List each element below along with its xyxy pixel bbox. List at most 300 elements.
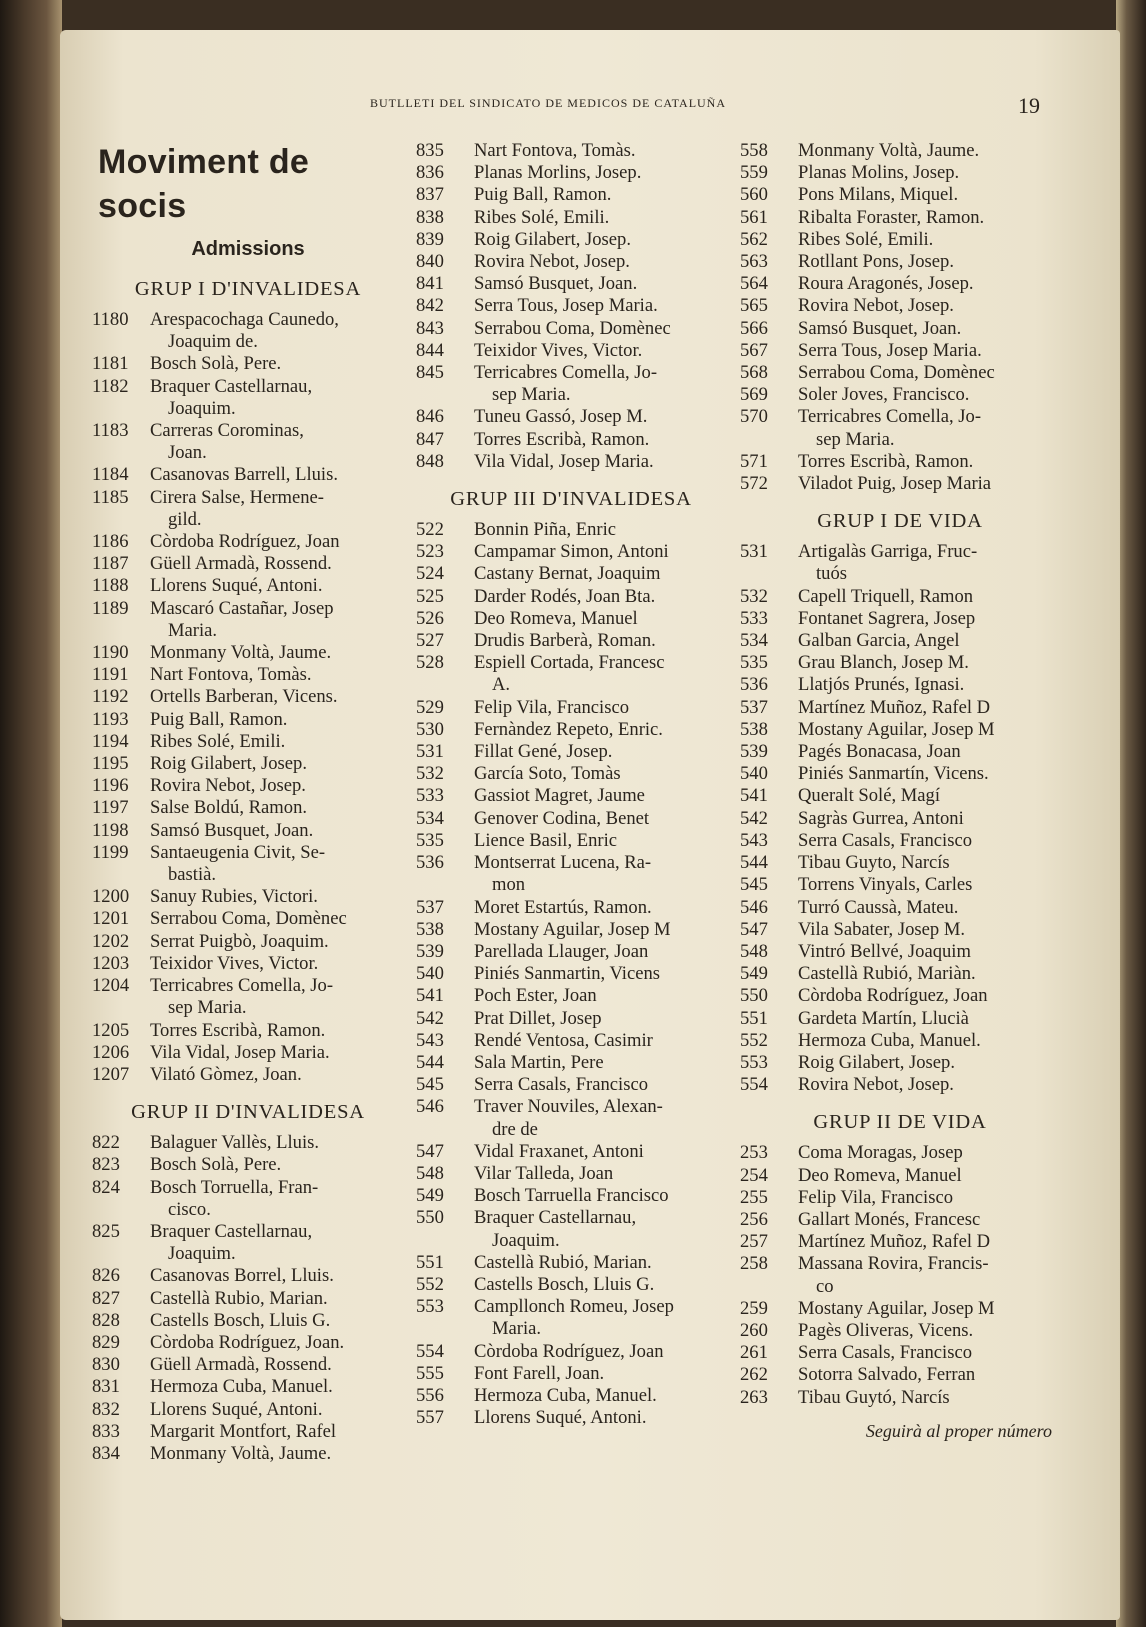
- member-number: 258: [740, 1253, 768, 1275]
- member-entry: [416, 162, 726, 184]
- member-number: 837: [416, 184, 444, 206]
- member-number: 572: [740, 473, 768, 495]
- member-entry: [740, 318, 1060, 340]
- member-name-line: Bosch Solà, Pere.: [150, 1154, 282, 1176]
- member-number: 545: [740, 874, 768, 896]
- member-name-line: Piniés Sanmartín, Vicens.: [798, 763, 989, 785]
- member-entry: [416, 897, 726, 919]
- member-entry: [416, 541, 726, 563]
- member-entry: [92, 376, 404, 420]
- member-number: 571: [740, 450, 768, 472]
- member-name: [150, 642, 404, 664]
- member-number: 552: [416, 1273, 444, 1295]
- member-name: [474, 719, 726, 741]
- member-number: 549: [740, 963, 768, 985]
- member-number: 524: [416, 563, 444, 585]
- member-number: 540: [416, 963, 444, 985]
- member-name-line: Rendé Ventosa, Casimir: [474, 1029, 653, 1051]
- member-name-continuation: Maria.: [492, 1318, 542, 1340]
- member-name: [798, 318, 1060, 340]
- member-entry: [416, 251, 726, 273]
- member-entry: [416, 563, 726, 585]
- member-number: 1189: [92, 597, 129, 619]
- member-name-line: Güell Armadà, Rossend.: [150, 553, 332, 575]
- member-number: 553: [740, 1051, 768, 1073]
- member-name: [474, 1185, 726, 1207]
- member-name: [150, 820, 404, 842]
- member-entry: [92, 686, 404, 708]
- member-number: 833: [92, 1420, 120, 1442]
- member-name: [150, 420, 404, 464]
- member-name: [150, 1354, 404, 1376]
- member-number: 528: [416, 652, 444, 674]
- member-entry: [416, 295, 726, 317]
- member-number: 533: [740, 607, 768, 629]
- member-number: 536: [740, 674, 768, 696]
- member-name-line: Llorens Suqué, Antoni.: [150, 1398, 323, 1420]
- member-number: 535: [416, 829, 444, 851]
- member-entry: [740, 451, 1060, 473]
- member-name-line: Hermoza Cuba, Manuel.: [150, 1376, 333, 1398]
- member-name-line: Tuneu Gassó, Josep M.: [474, 406, 648, 428]
- member-number: 531: [740, 541, 768, 563]
- member-entry: [740, 697, 1060, 719]
- member-number: 561: [740, 206, 768, 228]
- member-name: [798, 919, 1060, 941]
- member-name-line: Planas Molins, Josep.: [798, 162, 960, 184]
- member-name: [474, 162, 726, 184]
- member-name: [150, 731, 404, 753]
- member-name-line: García Soto, Tomàs: [474, 763, 621, 785]
- member-name-line: Poch Ester, Joan: [474, 985, 597, 1007]
- member-entry: [416, 852, 726, 896]
- member-number: 549: [416, 1185, 444, 1207]
- member-name-continuation: sep Maria.: [168, 997, 247, 1019]
- member-entry: [416, 1274, 726, 1296]
- member-name-line: Felip Vila, Francisco: [474, 696, 630, 718]
- member-name-line: Sanuy Rubies, Victori.: [150, 886, 318, 908]
- member-name: [798, 273, 1060, 295]
- member-number: 1194: [92, 730, 129, 752]
- member-name-line: Roig Gilabert, Josep.: [150, 753, 307, 775]
- member-entry: [416, 406, 726, 428]
- member-number: 1184: [92, 464, 129, 486]
- member-name: [798, 340, 1060, 362]
- member-name-continuation: co: [816, 1275, 834, 1297]
- member-entry: [740, 207, 1060, 229]
- member-name: [798, 1364, 1060, 1386]
- member-number: 540: [740, 763, 768, 785]
- member-name: [474, 1141, 726, 1163]
- member-name: [474, 897, 726, 919]
- member-name: [474, 1207, 726, 1251]
- member-name: [150, 1042, 404, 1064]
- member-name-line: Teixidor Vives, Victor.: [474, 339, 643, 361]
- member-number: 569: [740, 384, 768, 406]
- member-entry: [416, 741, 726, 763]
- member-name-line: Bosch Torruella, Fran-: [150, 1176, 319, 1198]
- member-name-line: Salse Boldú, Ramon.: [150, 797, 308, 819]
- member-name: [474, 362, 726, 406]
- member-entry: [416, 1385, 726, 1407]
- member-name-line: Ribes Solé, Emili.: [150, 730, 286, 752]
- member-entry: [740, 586, 1060, 608]
- member-entry: [92, 775, 404, 797]
- member-entry: [740, 763, 1060, 785]
- member-entry: [740, 963, 1060, 985]
- member-entry: [740, 1187, 1060, 1209]
- member-entry: [416, 1008, 726, 1030]
- member-name-line: Hermoza Cuba, Manuel.: [474, 1384, 657, 1406]
- member-name-line: Vilar Talleda, Joan: [474, 1162, 614, 1184]
- member-name: [150, 1376, 404, 1398]
- member-entry: [416, 1052, 726, 1074]
- member-name-line: Güell Armadà, Rossend.: [150, 1354, 332, 1376]
- member-number: 552: [740, 1029, 768, 1051]
- member-name: [798, 652, 1060, 674]
- member-name-line: Darder Rodés, Joan Bta.: [474, 585, 656, 607]
- member-name: [474, 1252, 726, 1274]
- member-number: 1201: [92, 908, 130, 930]
- member-entry: [92, 1399, 404, 1421]
- member-number: 835: [416, 140, 444, 161]
- member-entry: [740, 162, 1060, 184]
- member-number: 564: [740, 273, 768, 295]
- member-number: 844: [416, 339, 444, 361]
- member-number: 537: [416, 896, 444, 918]
- member-name: [798, 1142, 1060, 1164]
- member-entry: [92, 953, 404, 975]
- member-name: [798, 1008, 1060, 1030]
- member-entry: [416, 1296, 726, 1340]
- member-number: 551: [416, 1251, 444, 1273]
- member-number: 539: [740, 741, 768, 763]
- member-name: [798, 719, 1060, 741]
- member-number: 1198: [92, 819, 129, 841]
- member-number: 522: [416, 519, 444, 541]
- book-edge-right: [1116, 0, 1146, 1627]
- member-name-line: Torrens Vinyals, Carles: [798, 874, 973, 896]
- member-name-line: Grau Blanch, Josep M.: [798, 652, 969, 674]
- member-name-continuation: A.: [492, 674, 511, 696]
- member-number: 838: [416, 206, 444, 228]
- member-name-line: Queralt Solé, Magí: [798, 785, 941, 807]
- member-name-continuation: Joan.: [168, 442, 207, 464]
- member-name: [150, 1020, 404, 1042]
- member-name: [474, 251, 726, 273]
- member-entry: [92, 1064, 404, 1086]
- member-name-line: Mascaró Castañar, Josep: [150, 597, 334, 619]
- member-name-line: Serra Casals, Francisco: [798, 1342, 973, 1364]
- member-name-line: Nart Fontova, Tomàs.: [474, 140, 636, 161]
- member-entry: [92, 820, 404, 842]
- member-name-line: Puig Ball, Ramon.: [474, 184, 612, 206]
- member-entry: [416, 1096, 726, 1140]
- member-name: [474, 963, 726, 985]
- member-name-line: Vilató Gòmez, Joan.: [150, 1063, 302, 1085]
- member-number: 1191: [92, 664, 129, 686]
- member-name-line: Sagràs Gurrea, Antoni: [798, 807, 964, 829]
- member-name-line: Còrdoba Rodríguez, Joan: [798, 985, 988, 1007]
- member-name: [798, 1387, 1060, 1409]
- member-name-line: Cirera Salse, Hermene-: [150, 486, 324, 508]
- member-name: [474, 1030, 726, 1052]
- member-number: 826: [92, 1265, 120, 1287]
- member-name: [798, 451, 1060, 473]
- member-entry: [92, 1154, 404, 1176]
- member-name: [150, 664, 404, 686]
- member-name-line: Montserrat Lucena, Ra-: [474, 852, 652, 874]
- member-entry: [92, 464, 404, 486]
- member-number: 260: [740, 1319, 768, 1341]
- member-number: 545: [416, 1074, 444, 1096]
- member-entry: [740, 1387, 1060, 1409]
- member-name-line: Bosch Solà, Pere.: [150, 353, 282, 375]
- member-name-line: Moret Estartús, Ramon.: [474, 896, 652, 918]
- member-name-line: Braquer Castellarnau,: [474, 1207, 637, 1229]
- member-number: 533: [416, 785, 444, 807]
- member-entry: [740, 140, 1060, 162]
- member-name-line: Serrabou Coma, Domènec: [150, 908, 347, 930]
- member-number: 554: [740, 1074, 768, 1096]
- member-number: 254: [740, 1164, 768, 1186]
- member-number: 526: [416, 607, 444, 629]
- member-name-line: Viladot Puig, Josep Maria: [798, 473, 992, 495]
- member-number: 1197: [92, 797, 129, 819]
- member-name: [150, 1221, 404, 1265]
- member-number: 848: [416, 450, 444, 472]
- member-entry: [92, 709, 404, 731]
- member-entry: [416, 1185, 726, 1207]
- member-number: 1196: [92, 775, 129, 797]
- member-name-continuation: sep Maria.: [492, 384, 571, 406]
- member-name: [798, 1342, 1060, 1364]
- member-entry: [92, 975, 404, 1019]
- article-title: Moviment de socis: [98, 143, 310, 225]
- member-number: 847: [416, 428, 444, 450]
- member-entry: [416, 763, 726, 785]
- member-name: [798, 541, 1060, 585]
- member-entry: [740, 630, 1060, 652]
- member-entry: [416, 630, 726, 652]
- column-3: [740, 140, 1060, 1442]
- member-name: [474, 785, 726, 807]
- member-number: 1195: [92, 753, 129, 775]
- member-name: [150, 531, 404, 553]
- member-entry: [92, 753, 404, 775]
- member-name-line: Serrabou Coma, Domènec: [798, 362, 995, 384]
- member-name-line: Castellà Rubió, Mariàn.: [798, 963, 976, 985]
- member-name-line: Mostany Aguilar, Josep M: [798, 718, 995, 740]
- member-entry: [92, 642, 404, 664]
- member-entry: [416, 830, 726, 852]
- member-name: [798, 674, 1060, 696]
- member-number: 523: [416, 541, 444, 563]
- member-number: 1187: [92, 553, 129, 575]
- member-name: [474, 763, 726, 785]
- member-name-line: Espiell Cortada, Francesc: [474, 652, 665, 674]
- member-name-line: Margarit Montfort, Rafel: [150, 1420, 337, 1442]
- member-entry: [740, 229, 1060, 251]
- member-name: [474, 295, 726, 317]
- member-name-line: Monmany Voltà, Jaume.: [150, 1442, 332, 1464]
- member-name-line: Samsó Busquet, Joan.: [150, 819, 314, 841]
- member-name: [474, 1052, 726, 1074]
- member-number: 535: [740, 652, 768, 674]
- member-name: [150, 709, 404, 731]
- member-number: 554: [416, 1340, 444, 1362]
- member-name-line: Galban Garcia, Angel: [798, 630, 960, 652]
- member-number: 563: [740, 251, 768, 273]
- member-entry: [92, 575, 404, 597]
- member-name-line: Vila Vidal, Josep Maria.: [150, 1041, 330, 1063]
- member-number: 562: [740, 228, 768, 250]
- member-name-line: Deo Romeva, Manuel: [474, 607, 638, 629]
- member-name: [798, 162, 1060, 184]
- member-entry: [740, 1008, 1060, 1030]
- member-name: [474, 273, 726, 295]
- member-name-line: Rovira Nebot, Josep.: [474, 251, 630, 273]
- member-number: 823: [92, 1154, 120, 1176]
- member-name: [798, 406, 1060, 450]
- member-name: [150, 1132, 404, 1154]
- member-entry: [416, 429, 726, 451]
- member-number: 1190: [92, 642, 129, 664]
- member-number: 845: [416, 362, 444, 384]
- member-number: 565: [740, 295, 768, 317]
- member-name-line: Genover Codina, Benet: [474, 807, 650, 829]
- member-name-line: Serra Tous, Josep Maria.: [474, 295, 658, 317]
- member-number: 825: [92, 1220, 120, 1242]
- member-number: 840: [416, 251, 444, 273]
- member-entry: [92, 1177, 404, 1221]
- member-name-continuation: mon: [492, 874, 526, 896]
- member-name-line: Carreras Corominas,: [150, 420, 304, 442]
- column-2: [416, 140, 726, 1429]
- member-name: [798, 830, 1060, 852]
- member-name-line: Còrdoba Rodríguez, Joan.: [150, 1331, 345, 1353]
- member-number: 1181: [92, 353, 129, 375]
- member-name-continuation: gild.: [168, 508, 202, 530]
- member-name-line: Felip Vila, Francisco: [798, 1186, 954, 1208]
- member-name: [474, 652, 726, 696]
- member-number: 259: [740, 1297, 768, 1319]
- member-number: 263: [740, 1386, 768, 1408]
- member-name-line: Vidal Fraxanet, Antoni: [474, 1140, 644, 1162]
- section-title: GRUP I D'INVALIDESA: [134, 278, 362, 300]
- member-entry: [740, 719, 1060, 741]
- member-number: 538: [416, 918, 444, 940]
- member-name-line: Terricabres Comella, Jo-: [474, 362, 658, 384]
- member-entry: [740, 897, 1060, 919]
- member-entry: [92, 1132, 404, 1154]
- member-name: [150, 575, 404, 597]
- member-name: [798, 808, 1060, 830]
- member-name: [798, 1209, 1060, 1231]
- member-name-line: Rovira Nebot, Josep.: [798, 295, 954, 317]
- member-entry: [416, 1407, 726, 1429]
- member-name: [474, 1274, 726, 1296]
- member-name: [798, 941, 1060, 963]
- member-name: [150, 1154, 404, 1176]
- member-entry: [92, 1288, 404, 1310]
- member-name: [798, 207, 1060, 229]
- member-name: [150, 886, 404, 908]
- member-name: [798, 608, 1060, 630]
- member-name: [150, 1443, 404, 1465]
- member-name-line: Castellà Rubio, Marian.: [150, 1287, 328, 1309]
- member-name: [150, 753, 404, 775]
- member-entry: [92, 886, 404, 908]
- member-name: [474, 1341, 726, 1363]
- member-entry: [416, 941, 726, 963]
- member-name-line: Castany Bernat, Joaquim: [474, 563, 661, 585]
- member-name-line: Drudis Barberà, Roman.: [474, 630, 656, 652]
- member-number: 253: [740, 1142, 768, 1164]
- member-name-line: Deo Romeva, Manuel: [798, 1164, 962, 1186]
- member-name-continuation: tuós: [816, 563, 847, 585]
- member-name-line: Ortells Barberan, Vicens.: [150, 686, 338, 708]
- member-number: 557: [416, 1407, 444, 1429]
- member-name: [798, 785, 1060, 807]
- member-name-line: Serra Casals, Francisco: [798, 829, 973, 851]
- member-number: 1180: [92, 309, 129, 330]
- member-number: 1186: [92, 531, 129, 553]
- member-name: [474, 697, 726, 719]
- member-entry: [740, 1342, 1060, 1364]
- section-title: GRUP III D'INVALIDESA: [450, 488, 692, 511]
- member-name: [474, 1296, 726, 1340]
- member-number: 822: [92, 1132, 120, 1154]
- member-number: 570: [740, 406, 768, 428]
- member-name-line: Rovira Nebot, Josep.: [798, 1074, 954, 1096]
- member-entry: [92, 1354, 404, 1376]
- member-name: [474, 140, 726, 162]
- member-name-line: Roig Gilabert, Josep.: [798, 1051, 955, 1073]
- member-entry: [740, 384, 1060, 406]
- member-number: 567: [740, 339, 768, 361]
- member-name: [474, 318, 726, 340]
- member-name: [150, 775, 404, 797]
- member-name: [150, 1177, 404, 1221]
- member-name-line: Torres Escribà, Ramon.: [798, 450, 974, 472]
- member-number: 1192: [92, 686, 129, 708]
- member-name-line: Serra Tous, Josep Maria.: [798, 339, 982, 361]
- member-name: [474, 808, 726, 830]
- member-name: [150, 553, 404, 575]
- member-name: [474, 608, 726, 630]
- member-entry: [416, 919, 726, 941]
- member-name-line: Sotorra Salvado, Ferran: [798, 1364, 976, 1386]
- member-name-line: Lience Basil, Enric: [474, 829, 618, 851]
- member-name: [474, 830, 726, 852]
- member-name: [150, 842, 404, 886]
- member-number: 543: [416, 1029, 444, 1051]
- member-name: [798, 1165, 1060, 1187]
- member-entry: [740, 1074, 1060, 1096]
- member-number: 257: [740, 1231, 768, 1253]
- member-entry: [740, 1364, 1060, 1386]
- member-name: [474, 1163, 726, 1185]
- member-name-line: Monmany Voltà, Jaume.: [150, 642, 332, 664]
- member-name-line: Fontanet Sagrera, Josep: [798, 607, 976, 629]
- member-name-line: Traver Nouviles, Alexan-: [474, 1096, 663, 1118]
- member-entry: [416, 1207, 726, 1251]
- member-name: [798, 763, 1060, 785]
- member-number: 558: [740, 140, 768, 161]
- member-entry: [416, 719, 726, 741]
- member-name-line: Gallart Monés, Francesc: [798, 1208, 981, 1230]
